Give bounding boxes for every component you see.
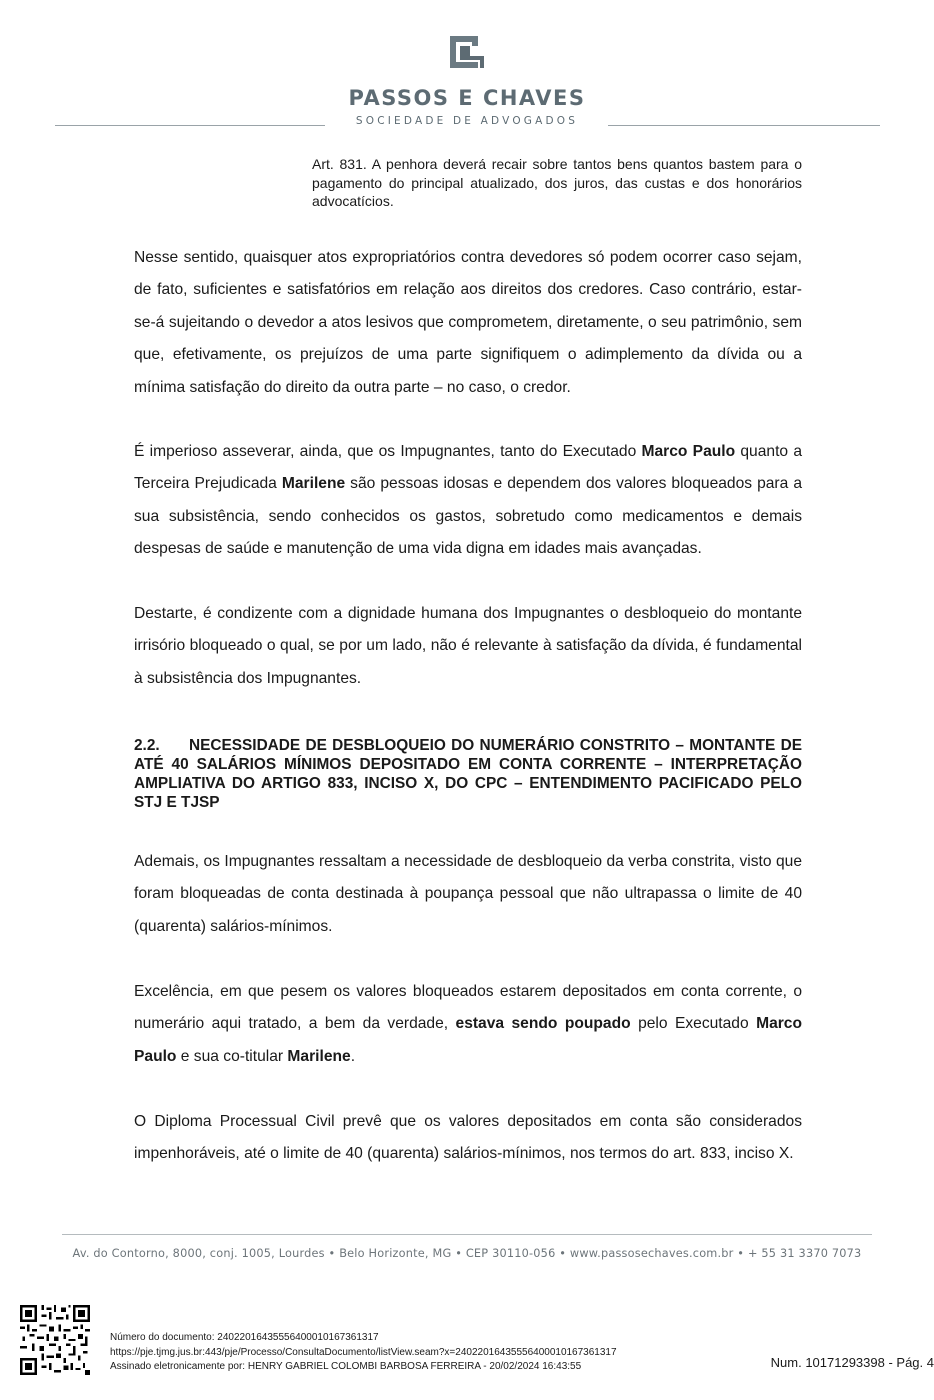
paragraph-4: Ademais, os Impugnantes ressaltam a necessidade de desbloqueio da verba constrita, visto que foram bloqueadas de conta destinada à poupança pessoal que não ultrapassa o limite de 40 (quarenta) salários-mínimos.	[134, 853, 802, 935]
footer-address: Av. do Contorno, 8000, conj. 1005, Lourdes • Belo Horizonte, MG • CEP 30110-056 • www.passosechaves.com.br • + 55 31 3370 7073	[72, 1247, 862, 1260]
paragraph-6: O Diploma Processual Civil prevê que os valores depositados em conta são considerados impenhoráveis, até o limite de 40 (quarenta) salários-mínimos, nos termos do art. 833, inciso X.	[134, 1113, 802, 1163]
brand-subtitle: SOCIEDADE DE ADVOGADOS	[355, 115, 579, 127]
pc-monogram-icon	[448, 34, 486, 70]
header-divider-right	[608, 125, 880, 126]
legal-quote: Art. 831. A penhora deverá recair sobre tantos bens quantos bastem para o pagamento do principal atualizado, dos juros, das custas e dos honorários advocatícios.	[312, 156, 802, 209]
bold-name: Marilene	[281, 475, 346, 493]
document-metadata	[110, 1331, 617, 1375]
paragraph-3: Destarte, é condizente com a dignidade humana dos Impugnantes o desbloqueio do montante irrisório bloqueado o qual, se por um lado, não é relevante à satisfação da dívida, é fundamental à subsistência dos Impugnantes.	[134, 605, 802, 687]
qr-code-icon[interactable]	[20, 1305, 90, 1375]
paragraph-1: Nesse sentido, quaisquer atos expropriatórios contra devedores só podem ocorrer caso sejam, de fato, suficientes e satisfatórios em relação aos direitos dos credores. Caso contrário, estar-se-á sujeitando o devedor a atos lesivos que comprometem, diretamente, o seu patrimônio, sem que, efetivamente, os prejuízos de uma parte signifiquem o adimplemento da dívida ou a mínima satisfação do direito da outra parte – no caso, o credor.	[134, 249, 802, 396]
section-title: NECESSIDADE DE DESBLOQUEIO DO NUMERÁRIO CONSTRITO – MONTANTE DE ATÉ 40 SALÁRIOS MÍNIMOS DEPOSITADO EM CONTA CORRENTE – INTERPRETAÇÃO AMPLIATIVA DO ARTIGO 833, INCISO X, DO CPC – ENTENDIMENTO PACIFICADO PELO STJ E TJSP	[134, 737, 802, 811]
paragraph-2: É imperioso asseverar, ainda, que os Impugnantes, tanto do Executado Marco Paulo quanto a Terceira Prejudicada Marilene são pessoas idosas e dependem dos valores bloqueados para a sua subsistência, sendo conhecidos os gastos, sobretudo como medicamentos e demais despesas de saúde e manutenção de uma vida digna em idades mais avançadas.	[134, 443, 802, 558]
bold-name: Marilene	[287, 1047, 351, 1065]
bold-name: Marco Paulo	[641, 443, 736, 460]
brand-name: PASSOS E CHAVES	[348, 86, 586, 110]
signature-line: Assinado eletronicamente por: HENRY GABRIEL COLOMBI BARBOSA FERREIRA - 20/02/2024 16:43:55	[110, 1361, 582, 1372]
page-number: Num. 10171293398 - Pág. 4	[770, 1355, 934, 1370]
section-heading	[134, 736, 802, 812]
footer-divider	[62, 1234, 872, 1235]
document-url[interactable]: https://pje.tjmg.jus.br:443/pje/Processo/ConsultaDocumento/listView.seam?x=24022016435556400010167361317	[110, 1346, 617, 1358]
document-number: Número do documento: 24022016435556400010167361317	[110, 1332, 379, 1343]
paragraph-5: Excelência, em que pesem os valores bloqueados estarem depositados em conta corrente, o numerário aqui tratado, a bem da verdade, estava sendo poupado pelo Executado Marco Paulo e sua co-titular Marilene.	[134, 983, 803, 1065]
bold-phrase: estava sendo poupado	[455, 1015, 631, 1033]
bold-name: Marco Paulo	[134, 1015, 803, 1065]
section-number: 2.2.	[134, 737, 160, 754]
